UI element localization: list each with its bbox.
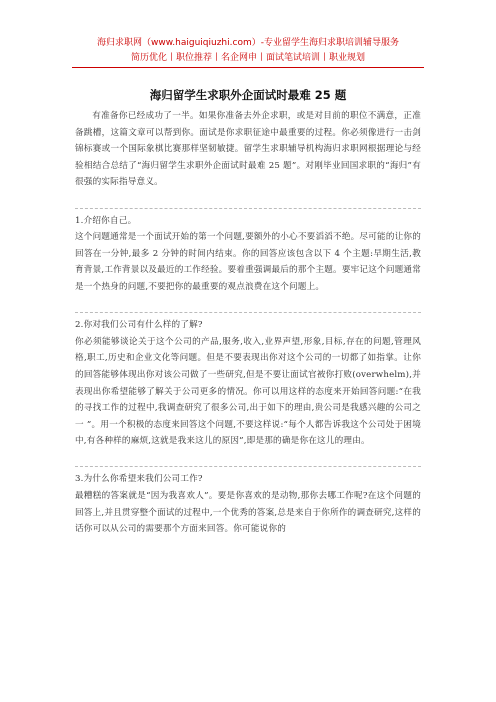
header-line-1: 海归求职网（www.haiguiqiuzhi.com）-专业留学生海归求职培训辅导服务 <box>97 38 399 48</box>
section-divider <box>75 466 421 467</box>
section-divider <box>75 208 421 209</box>
section-divider <box>75 312 421 313</box>
question-2: 2.你对我们公司有什么样的了解? <box>75 320 203 331</box>
header-line-2: 简历优化丨职位推荐丨名企网申丨面试笔试培训丨职业规划 <box>130 53 365 63</box>
answer-1: 这个问题通常是一个面试开始的第一个问题,要额外的小心不要滔滔不绝。尽可能的让你的回答在一分钟,最多 2 分钟的时间内结束。你的回答应该包含以下 4 个主题:早期生活,教育背景,工作背景以及最近的工作经验。要着重强调最后的那个主题。要牢记这个问题通常是一个热身的问题,不要把你的最重要的观点浪费在这个问题上。 <box>75 232 421 292</box>
answer-2: 你必须能够谈论关于这个公司的产品,服务,收入,业界声望,形象,目标,存在的问题,管理风格,职工,历史和企业文化等问题。但是不要表现出你对这个公司的一切都了如指掌。让你的回答能够体现出你对该公司做了一些研究,但是不要让面试官被你打败(overwhelm),并表现出你希望能够了解关于公司更多的情况。你可以用这样的态度来开始回答问题:“在我的寻找工作的过程中,我调查研究了很多公司,出于如下的理由,贵公司是我感兴趣的公司之一 ”。用一个积极的态度来回答这个问题,不要这样说:“每个人都告诉我这个公司处于困境中,有各种样的麻烦,这就是我来这儿的原因”,即是那的确是你在这儿的理由。 <box>75 336 421 447</box>
intro-paragraph: 有准备你已经成功了一半。如果你准备去外企求职，或是对目前的职位不满意，正准备跳槽，这篇文章可以帮到你。面试是你求职征途中最重要的过程。你必须像进行一击剑锦标赛或一个国际象棋比赛那样坚韧敏捷。留学生求职辅导机构海归求职网根据理论与经验相结合总结了“海归留学生求职外企面试时最难 25 题”。对刚毕业回国求职的“海归”有很强的实际指导意义。 <box>75 111 421 188</box>
question-1: 1.介绍你自己。 <box>75 215 137 226</box>
answer-3: 最糟糕的答案就是“因为我喜欢人”。要是你喜欢的是动物,那你去哪工作呢?在这个问题的回答上,并且贯穿整个面试的过程中,一个优秀的答案,总是来自于你所作的调查研究,这样的话你可以从公司的需要那个方面来回答。你可能说你的 <box>75 491 421 535</box>
document-body <box>75 108 421 538</box>
header-divider <box>72 67 424 68</box>
page-title: 海归留学生求职外企面试时最难 25 题 <box>149 88 347 102</box>
question-3: 3.为什么你希望来我们公司工作? <box>75 474 203 485</box>
